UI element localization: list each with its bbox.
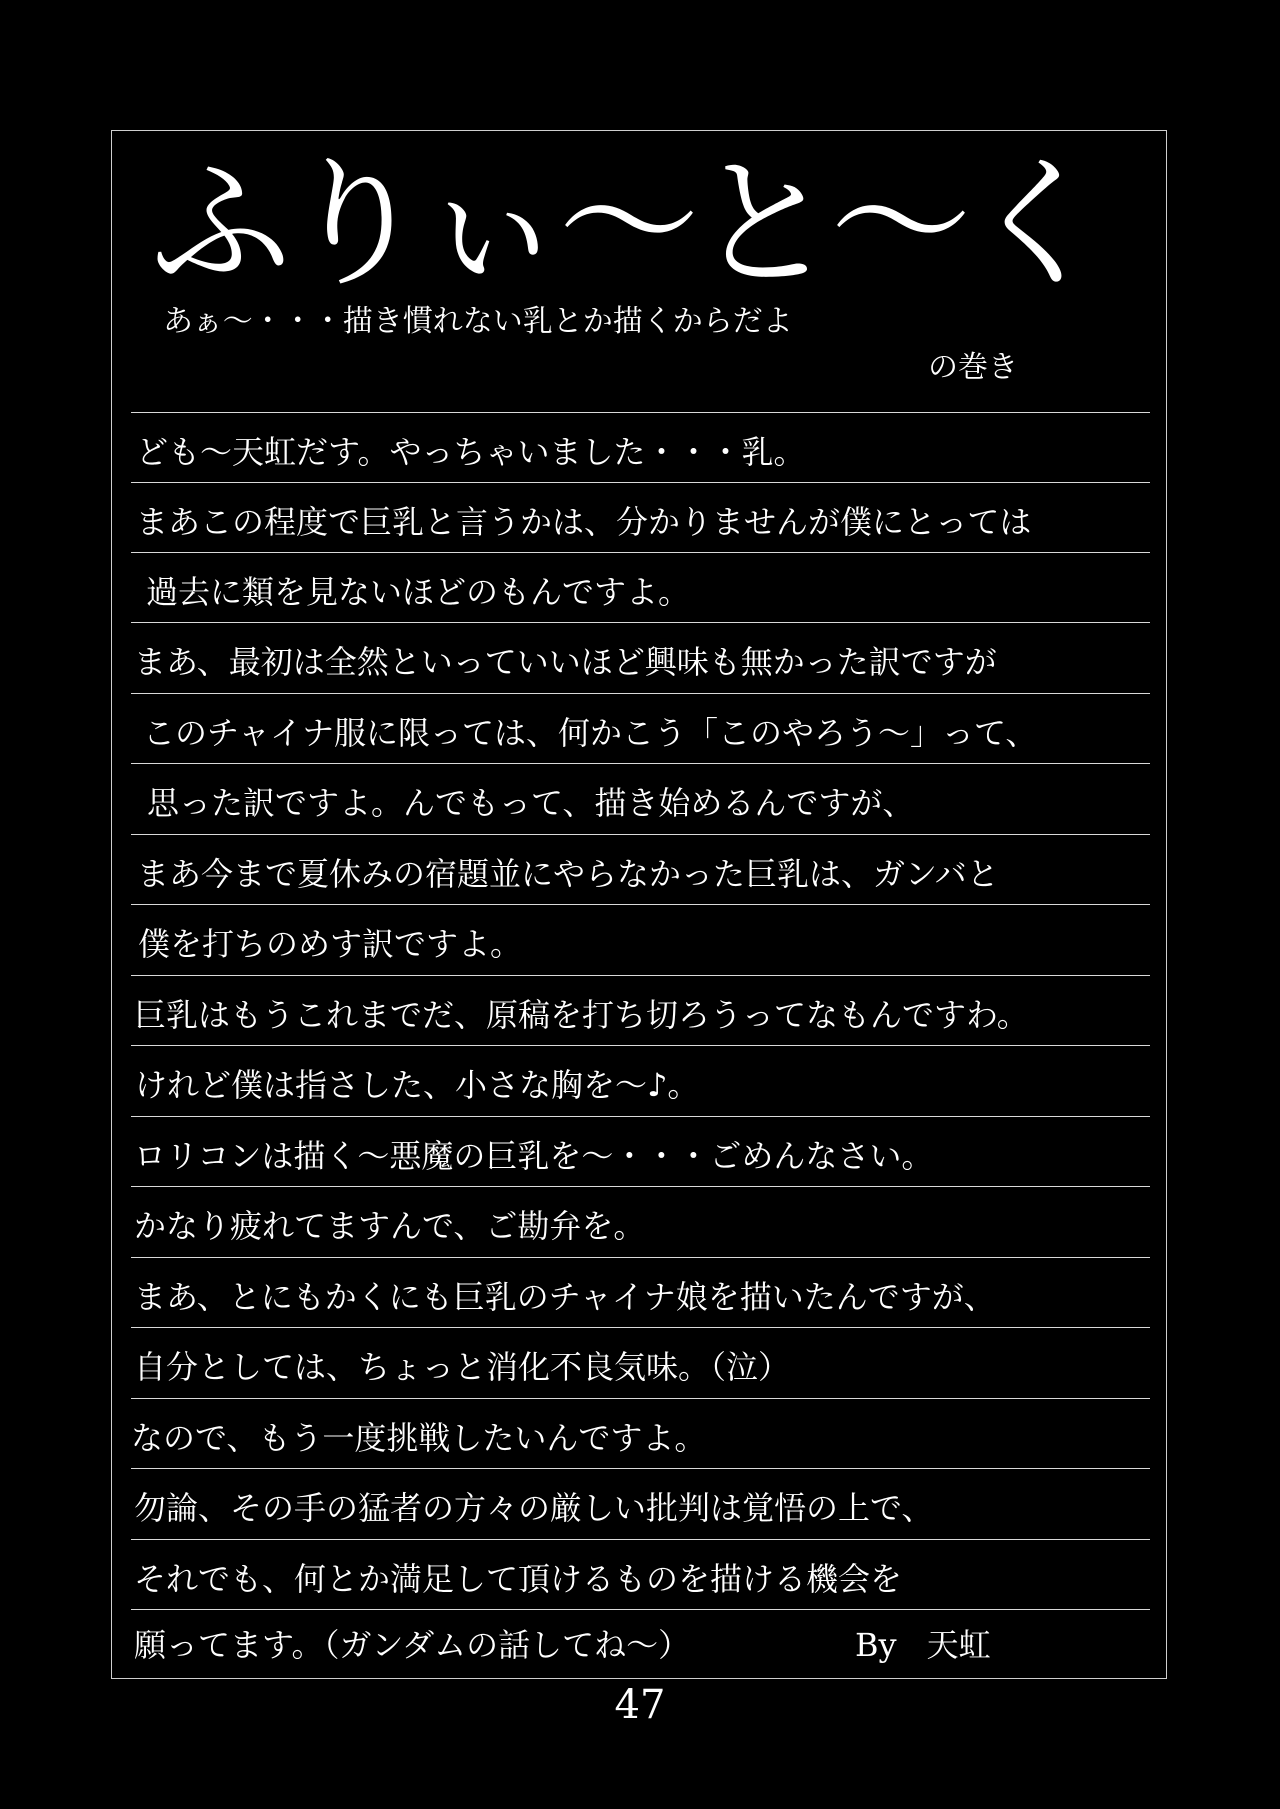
text-line: 自分としては、ちょっと消化不良気味。（泣） xyxy=(134,1348,791,1386)
signature-by: By xyxy=(855,1626,897,1664)
text-line: まあ、最初は全然といっていいほど興味も無かった訳ですが xyxy=(134,643,997,681)
text-line: 僕を打ちのめす訳ですよ。 xyxy=(138,925,523,963)
text-line: このチャイナ服に限っては、何かこう「このやろう〜」って、 xyxy=(143,714,1038,752)
text-line: けれど僕は指さした、小さな胸を〜♪。 xyxy=(135,1066,700,1104)
text-line: 勿論、その手の猛者の方々の厳しい批判は覚悟の上で、 xyxy=(134,1489,934,1527)
text-line: ロリコンは描く〜悪魔の巨乳を〜・・・ごめんなさい。 xyxy=(134,1137,934,1175)
page-title: ふりぃ〜と〜く xyxy=(150,142,1102,307)
text-line: ども〜天虹だす。やっちゃいました・・・乳。 xyxy=(136,433,806,471)
text-line: 願ってます。（ガンダムの話してね〜） xyxy=(134,1626,691,1664)
signature-name: 天虹 xyxy=(926,1626,991,1664)
text-line: かなり疲れてますんで、ご勘弁を。 xyxy=(134,1207,646,1245)
ruled-line xyxy=(131,412,1150,413)
subtitle-suffix: の巻き xyxy=(928,350,1018,385)
signature xyxy=(855,1610,991,1680)
text-line: まあ、とにもかくにも巨乳のチャイナ娘を描いたんですが、 xyxy=(134,1278,996,1316)
text-line: 過去に類を見ないほどのもんですよ。 xyxy=(146,573,691,611)
page-number: 47 xyxy=(614,1682,666,1728)
subtitle: あぁ〜・・・描き慣れない乳とか描くからだよ xyxy=(163,304,793,339)
text-line: 思った訳ですよ。んでもって、描き始めるんですが、 xyxy=(147,784,915,822)
text-line: なので、もう一度挑戦したいんですよ。 xyxy=(131,1419,707,1457)
text-line: 巨乳はもうこれまでだ、原稿を打ち切ろうってなもんですわ。 xyxy=(134,996,1029,1034)
text-line: まあこの程度で巨乳と言うかは、分かりませんが僕にとっては xyxy=(136,503,1032,541)
text-line: それでも、何とか満足して頂けるものを描ける機会を xyxy=(134,1560,903,1598)
text-line: まあ今まで夏休みの宿題並にやらなかった巨乳は、ガンバと xyxy=(137,855,999,893)
